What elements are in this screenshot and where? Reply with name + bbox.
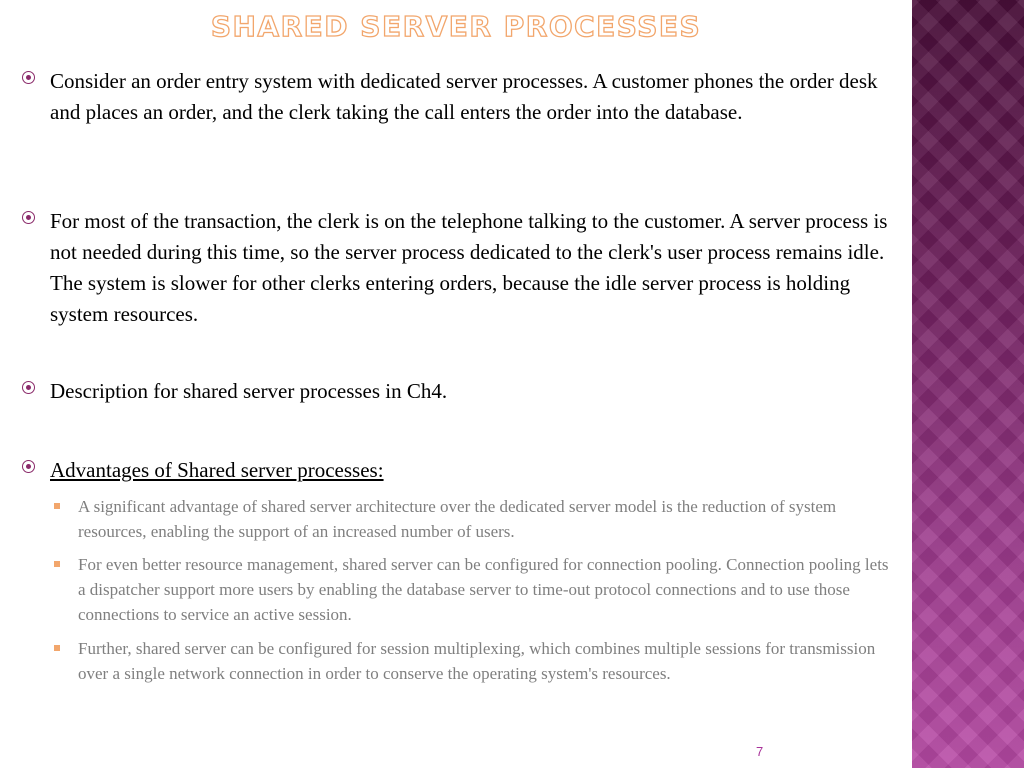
sub-bullet-item bbox=[54, 552, 894, 627]
bullet-item bbox=[22, 206, 892, 330]
bullet-item bbox=[22, 376, 892, 407]
sub-bullet-text: A significant advantage of shared server architecture over the dedicated server model is the reduction of system resources, enabling the support of an increased number of users. bbox=[78, 497, 837, 541]
bullet-text: For most of the transaction, the clerk is on the telephone talking to the customer. A server process is not needed during this time, so the server process dedicated to the clerk's user process remains idle. The system is slower for other clerks entering orders, because the idle server process is holding system resources. bbox=[50, 209, 888, 326]
square-bullet-icon bbox=[54, 561, 60, 567]
bullet-item bbox=[22, 455, 892, 486]
circle-bullet-icon bbox=[22, 381, 35, 394]
sub-bullet-text: Further, shared server can be configured for session multiplexing, which combines multiple sessions for transmission over a single network connection in order to conserve the operating system's resources. bbox=[78, 639, 876, 683]
slide-title: SHARED SERVER PROCESSES bbox=[210, 10, 702, 43]
sub-bullet-text: For even better resource management, shared server can be configured for connection pooling. Connection pooling lets a dispatcher support more users by enabling the database server to time-out protocol connections and to use those connections to service an active session. bbox=[78, 555, 889, 624]
decorative-sidebar bbox=[912, 0, 1024, 768]
bullet-text: Consider an order entry system with dedicated server processes. A customer phones the order desk and places an order, and the clerk taking the call enters the order into the database. bbox=[50, 69, 878, 124]
square-bullet-icon bbox=[54, 503, 60, 509]
bullet-text-advantages-heading: Advantages of Shared server processes: bbox=[50, 458, 384, 482]
circle-bullet-icon bbox=[22, 71, 35, 84]
page-number: 7 bbox=[756, 744, 764, 759]
bullet-text: Description for shared server processes in Ch4. bbox=[50, 379, 448, 403]
sub-bullet-item bbox=[54, 494, 894, 544]
circle-bullet-icon bbox=[22, 460, 35, 473]
square-bullet-icon bbox=[54, 645, 60, 651]
circle-bullet-icon bbox=[22, 211, 35, 224]
bullet-item bbox=[22, 66, 892, 128]
sub-bullet-item bbox=[54, 636, 894, 686]
